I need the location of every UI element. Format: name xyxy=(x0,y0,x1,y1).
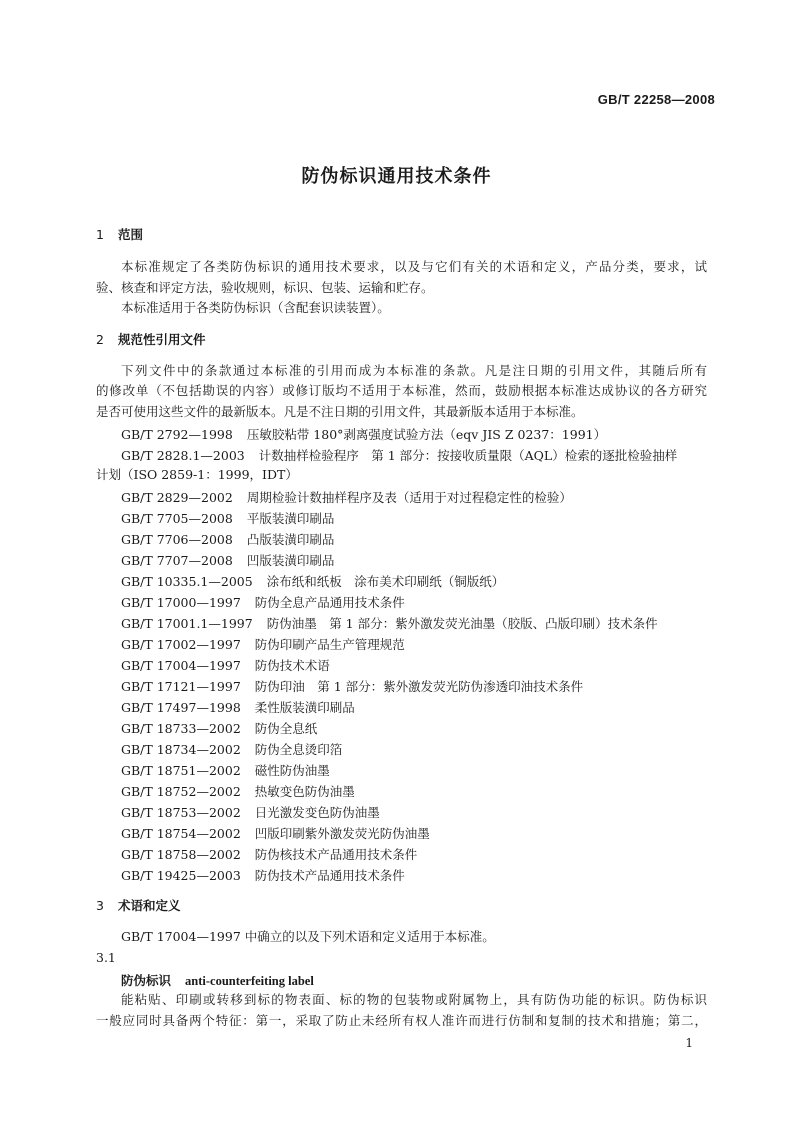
section-1-heading xyxy=(96,225,143,243)
reference-item xyxy=(121,719,317,737)
document-code: GB/T 22258—2008 xyxy=(597,92,715,107)
reference-code: GB/T 2792—1998 xyxy=(121,427,233,442)
reference-code: GB/T 10335.1—2005 xyxy=(121,574,253,589)
reference-name: 压敏胶粘带 180°剥离强度试验方法（eqv JIS Z 0237：1991） xyxy=(246,427,607,442)
paragraph-line: 验、核查和评定方法，验收规则，标识、包装、运输和贮存。 xyxy=(96,280,434,295)
reference-item xyxy=(121,740,342,758)
reference-name: 防伪技术术语 xyxy=(254,658,330,673)
reference-code: GB/T 18753—2002 xyxy=(121,805,241,820)
reference-code: GB/T 2829—2002 xyxy=(121,490,233,505)
reference-item xyxy=(121,677,583,695)
reference-name: 凹版印刷紫外激发荧光防伪油墨 xyxy=(254,826,430,841)
page-number: 1 xyxy=(685,1036,693,1050)
reference-code: GB/T 18734—2002 xyxy=(121,742,241,757)
reference-name: 涂布纸和纸板 涂布美术印刷纸（铜版纸） xyxy=(266,574,505,589)
reference-item xyxy=(121,845,417,863)
term-entry xyxy=(121,971,314,989)
section-number: 2 xyxy=(96,332,104,347)
reference-code: GB/T 18751—2002 xyxy=(121,763,241,778)
reference-name: 防伪核技术产品通用技术条件 xyxy=(254,847,418,862)
reference-item xyxy=(121,530,334,548)
reference-code: GB/T 18758—2002 xyxy=(121,847,241,862)
section-title: 术语和定义 xyxy=(118,898,181,913)
reference-code: GB/T 19425—2003 xyxy=(121,868,241,883)
reference-item xyxy=(121,488,572,506)
reference-name: 防伪全息纸 xyxy=(254,721,318,736)
paragraph-line: 本标准规定了各类防伪标识的通用技术要求，以及与它们有关的术语和定义，产品分类，要求，试 xyxy=(121,259,707,274)
term-english: anti-counterfeiting label xyxy=(185,974,314,988)
reference-code: GB/T 18733—2002 xyxy=(121,721,241,736)
reference-code: GB/T 17002—1997 xyxy=(121,637,241,652)
reference-name: 热敏变色防伪油墨 xyxy=(254,784,355,799)
reference-item xyxy=(121,656,330,674)
paragraph-line: 的修改单（不包括勘误的内容）或修订版均不适用于本标准，然而，鼓励根据本标准达成协议的各方研究 xyxy=(96,383,707,398)
reference-code: GB/T 17001.1—1997 xyxy=(121,616,253,631)
reference-item xyxy=(121,635,405,653)
paragraph-line: 本标准适用于各类防伪标识（含配套识读装置）。 xyxy=(121,300,390,315)
reference-item xyxy=(121,761,330,779)
reference-item xyxy=(121,803,380,821)
paragraph-line: 是否可使用这些文件的最新版本。凡是不注日期的引用文件，其最新版本适用于本标准。 xyxy=(96,404,584,419)
section-3-heading xyxy=(96,896,181,914)
reference-name: 防伪全息产品通用技术条件 xyxy=(254,595,405,610)
reference-code: GB/T 17000—1997 xyxy=(121,595,241,610)
reference-item xyxy=(121,698,355,716)
reference-name: 凹版装潢印刷品 xyxy=(246,553,335,568)
reference-item xyxy=(121,572,504,590)
reference-item xyxy=(121,551,334,569)
reference-item xyxy=(121,446,677,464)
subsection-number: 3.1 xyxy=(96,950,116,965)
reference-code: GB/T 7705—2008 xyxy=(121,511,233,526)
paragraph-line: 能粘贴、印刷或转移到标的物表面、标的物的包装物或附属物上，具有防伪功能的标识。防伪标识 xyxy=(121,992,707,1007)
reference-name: 磁性防伪油墨 xyxy=(254,763,330,778)
paragraph-line: 一般应同时具备两个特征：第一，采取了防止未经所有权人准许而进行仿制和复制的技术和措施；第二， xyxy=(96,1013,707,1028)
paragraph-line: GB/T 17004—1997 中确立的以及下列术语和定义适用于本标准。 xyxy=(121,929,495,944)
section-2-heading xyxy=(96,330,206,348)
page-title: 防伪标识通用技术条件 xyxy=(301,166,492,187)
section-number: 3 xyxy=(96,898,104,913)
reference-code: GB/T 2828.1—2003 xyxy=(121,448,245,463)
reference-code: GB/T 18752—2002 xyxy=(121,784,241,799)
reference-item xyxy=(121,425,606,443)
reference-name: 防伪油墨 第 1 部分：紫外激发荧光油墨（胶版、凸版印刷）技术条件 xyxy=(266,616,658,631)
reference-item xyxy=(121,614,658,632)
reference-code: GB/T 17121—1997 xyxy=(121,679,241,694)
reference-name: 计数抽样检验程序 第 1 部分：按接收质量限（AQL）检索的逐批检验抽样 xyxy=(258,448,678,463)
reference-code: GB/T 17497—1998 xyxy=(121,700,241,715)
reference-item xyxy=(121,782,355,800)
reference-item xyxy=(121,509,334,527)
reference-code: GB/T 18754—2002 xyxy=(121,826,241,841)
reference-code: GB/T 17004—1997 xyxy=(121,658,241,673)
reference-item xyxy=(121,593,405,611)
reference-name: 柔性版装潢印刷品 xyxy=(254,700,355,715)
reference-item xyxy=(121,866,405,884)
reference-name: 周期检验计数抽样程序及表（适用于对过程稳定性的检验） xyxy=(246,490,572,505)
reference-code: GB/T 7707—2008 xyxy=(121,553,233,568)
reference-item xyxy=(121,824,430,842)
section-title: 规范性引用文件 xyxy=(118,332,206,347)
reference-name: 防伪技术产品通用技术条件 xyxy=(254,868,405,883)
reference-name: 防伪印刷产品生产管理规范 xyxy=(254,637,405,652)
reference-continuation: 计划（ISO 2859-1：1999，IDT） xyxy=(96,467,298,482)
reference-name: 防伪全息烫印箔 xyxy=(254,742,343,757)
reference-code: GB/T 7706—2008 xyxy=(121,532,233,547)
reference-name: 日光激发变色防伪油墨 xyxy=(254,805,380,820)
section-title: 范围 xyxy=(118,227,144,242)
reference-name: 凸版装潢印刷品 xyxy=(246,532,335,547)
reference-name: 防伪印油 第 1 部分：紫外激发荧光防伪渗透印油技术条件 xyxy=(254,679,584,694)
section-number: 1 xyxy=(96,227,104,242)
reference-name: 平版装潢印刷品 xyxy=(246,511,335,526)
term-chinese: 防伪标识 xyxy=(121,973,172,988)
paragraph-line: 下列文件中的条款通过本标准的引用而成为本标准的条款。凡是注日期的引用文件，其随后所有 xyxy=(121,363,707,378)
